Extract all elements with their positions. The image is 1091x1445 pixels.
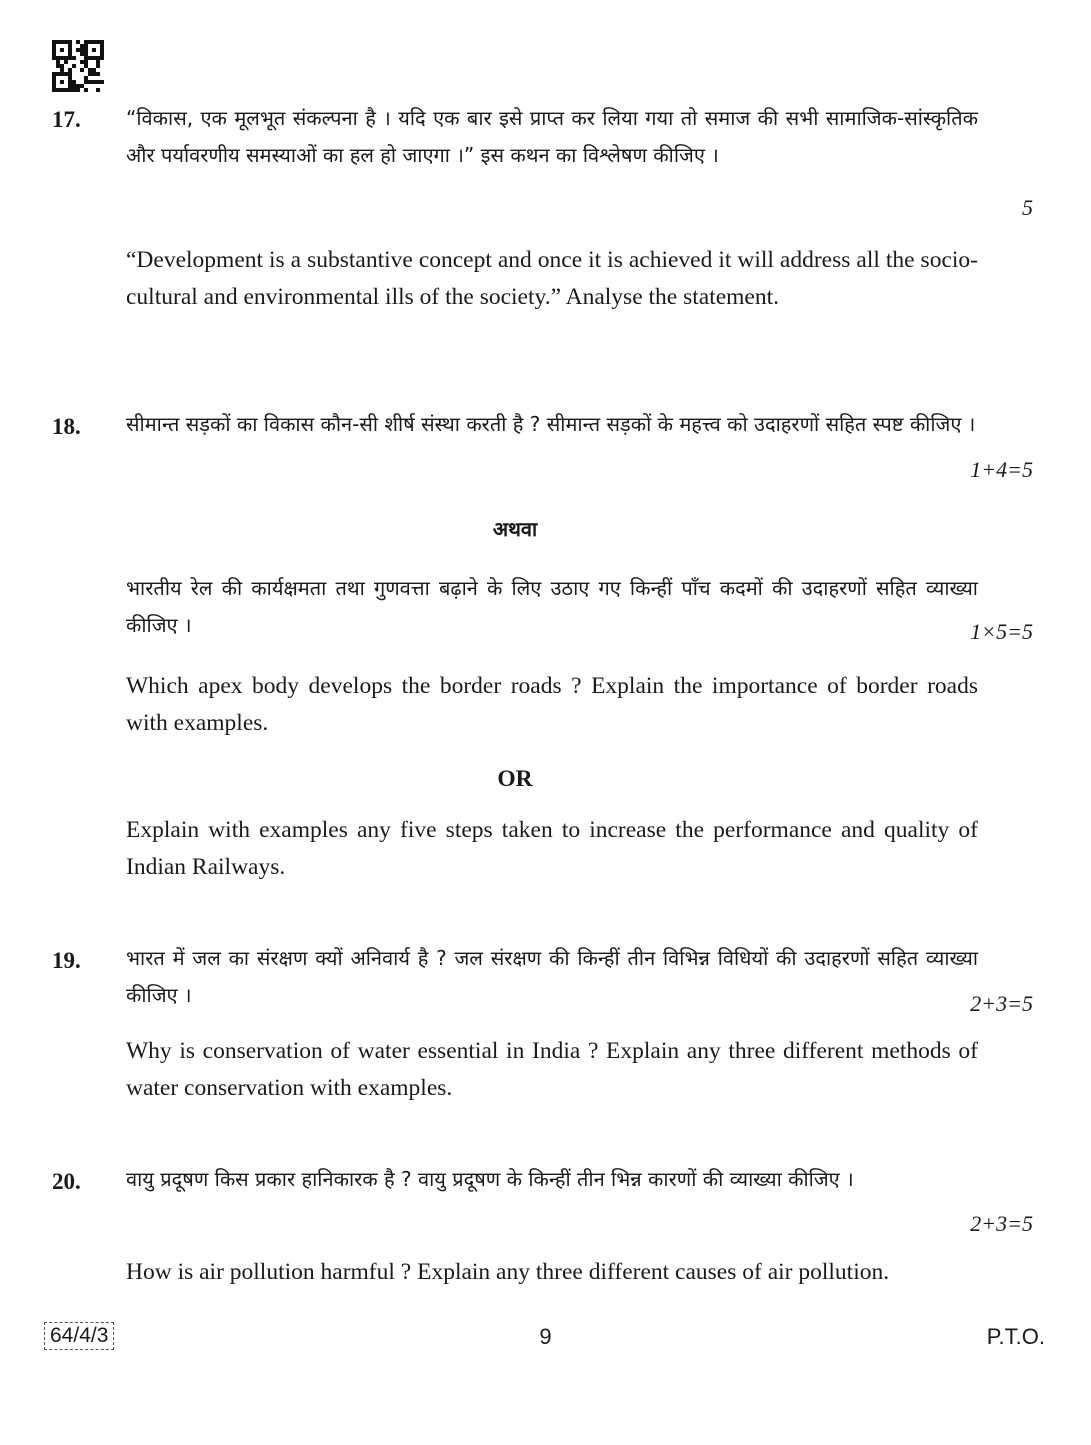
marks-alternative: 1×5=5 [970,619,1033,644]
pto-label: P.T.O. [986,1324,1045,1349]
question-number: 19. [52,948,81,973]
page-footer [0,1318,1091,1358]
marks: 5 [1022,195,1033,220]
or-divider-hindi: अथवा [492,517,538,541]
question-text-english: “Development is a substantive concept and once it is achieved it will address all the socio-cultural and environmental ills of the society.” Analyse the statement. [126,247,978,310]
marks: 2+3=5 [970,1211,1033,1236]
marks: 2+3=5 [970,991,1033,1016]
question-text-english: Why is conservation of water essential in India ? Explain any three different methods of water conservation with examples. [126,1038,978,1101]
question-text-hindi: वायु प्रदूषण किस प्रकार हानिकारक है ? वायु प्रदूषण के किन्हीं तीन भिन्न कारणों की व्याख्या कीजिए । [126,1167,854,1191]
question-text-english: Which apex body develops the border roads ? Explain the importance of border roads with examples. [126,673,978,736]
question-number: 20. [52,1169,81,1194]
question-text-hindi: सीमान्त सड़कों का विकास कौन-सी शीर्ष संस्था करती है ? सीमान्त सड़कों के महत्त्व को उदाहरणों सहित स्पष्ट कीजिए । [126,412,976,436]
question-number: 17. [52,107,81,132]
question-text-english: How is air pollution harmful ? Explain any three different causes of air pollution. [126,1259,890,1285]
paper-code: 64/4/3 [44,1322,114,1350]
question-text-hindi: “विकास, एक मूलभूत संकल्पना है । यदि एक बार इसे प्राप्त कर लिया गया तो समाज की सभी सामाजिक-सांस्कृतिक और पर्यावरणीय समस्याओं का हल हो जाएगा ।” इस कथन का विश्लेषण कीजिए । [126,106,978,167]
page-number: 9 [539,1324,552,1349]
question-text-english-alternative: Explain with examples any five steps taken to increase the performance and quality of Indian Railways. [126,817,978,880]
question-text-hindi-alternative: भारतीय रेल की कार्यक्षमता तथा गुणवत्ता बढ़ाने के लिए उठाए गए किन्हीं पाँच कदमों की उदाहरणों सहित व्याख्या कीजिए । [126,576,978,637]
question-number: 18. [52,414,81,439]
question-text-hindi: भारत में जल का संरक्षण क्यों अनिवार्य है ? जल संरक्षण की किन्हीं तीन विभिन्न विधियों की उदाहरणों सहित व्याख्या कीजिए । [126,946,978,1007]
or-divider-english: OR [497,766,533,792]
qr-code [52,40,104,92]
marks: 1+4=5 [970,457,1033,482]
